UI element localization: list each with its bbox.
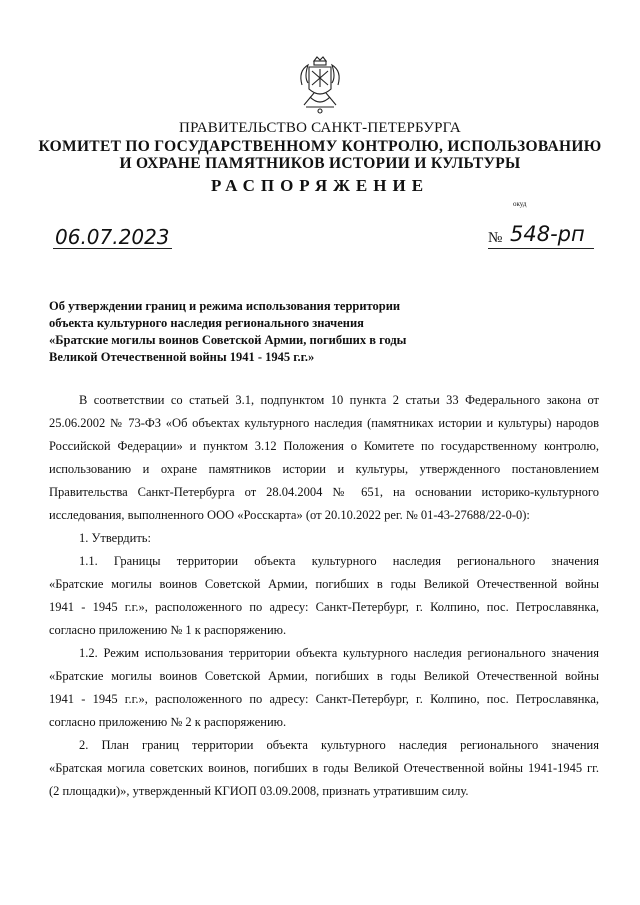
preamble-line: В соответствии со статьей 3.1, подпунктом 10 пункта 2 статьи 33 Федерального закона от: [79, 393, 599, 407]
number-sign: №: [488, 230, 503, 246]
item-1-2-line: согласно приложению № 2 к распоряжению.: [49, 715, 287, 729]
subject-line: объекта культурного наследия регионального значения: [49, 316, 364, 330]
item-1-1-line: согласно приложению № 1 к распоряжению.: [49, 623, 287, 637]
preamble-line: Правительства Санкт-Петербурга от 28.04.2004 № 651, на основании историко-культурного: [49, 485, 599, 499]
subject-line: «Братские могилы воинов Советской Армии, погибших в годы: [49, 333, 407, 347]
preamble-line: исследования, выполненного ООО «Росскарта» (от 20.10.2022 рег. № 01-43-27688/22-0-0):: [49, 508, 530, 522]
okud-label: окуд: [513, 200, 527, 208]
committee-name-line-1: КОМИТЕТ ПО ГОСУДАРСТВЕННОМУ КОНТРОЛЮ, ИСПОЛЬЗОВАНИЮ: [38, 138, 602, 155]
item-1-2-line: «Братские могилы воинов Советской Армии, погибших в годы Великой Отечественной войны: [49, 669, 599, 683]
document-subject: [49, 298, 429, 366]
preamble-line: Российской Федерации» и пунктом 3.12 Положения о Комитете по государственному контролю,: [49, 439, 599, 453]
item-2-line: «Братская могила советских воинов, погибших в годы Великой Отечественной войны 1941-1945 гг.: [49, 761, 599, 775]
item-1-1-line: 1941 - 1945 г.г.», расположенного по адресу: Санкт-Петербург, г. Колпино, пос. Петрославянка,: [49, 600, 599, 614]
document-number-field: [488, 222, 594, 249]
preamble-line: использованию и охране памятников истории и культуры, утвержденного постановлением: [49, 462, 599, 476]
item-1-2-line: 1.2. Режим использования территории объекта культурного наследия регионального значения: [79, 646, 599, 660]
item-2-line: (2 площадки)», утвержденный КГИОП 03.09.2008, признать утратившим силу.: [49, 784, 469, 798]
subject-line: Об утверждении границ и режима использования территории: [49, 299, 401, 313]
subject-line: Великой Отечественной войны 1941 - 1945 г.г.»: [49, 350, 315, 364]
item-2-line: 2. План границ территории объекта культурного наследия регионального значения: [79, 738, 599, 752]
coat-of-arms-emblem-icon: [294, 55, 346, 115]
item-1: 1. Утвердить:: [79, 531, 151, 545]
item-1-1-line: «Братские могилы воинов Советской Армии, погибших в годы Великой Отечественной войны: [49, 577, 599, 591]
document-date: 06.07.2023: [55, 225, 170, 249]
item-1-2-line: 1941 - 1945 г.г.», расположенного по адресу: Санкт-Петербург, г. Колпино, пос. Петрославянка,: [49, 692, 599, 706]
document-type-title: РАСПОРЯЖЕНИЕ: [210, 176, 430, 195]
item-1-1-line: 1.1. Границы территории объекта культурного наследия регионального значения: [79, 554, 599, 568]
government-name: ПРАВИТЕЛЬСТВО САНКТ-ПЕТЕРБУРГА: [179, 120, 461, 136]
preamble-line: 25.06.2002 № 73-ФЗ «Об объектах культурного наследия (памятниках истории и культуры) народов: [49, 416, 599, 430]
document-number: 548-рп: [510, 222, 585, 246]
committee-name-line-2: И ОХРАНЕ ПАМЯТНИКОВ ИСТОРИИ И КУЛЬТУРЫ: [119, 155, 521, 172]
